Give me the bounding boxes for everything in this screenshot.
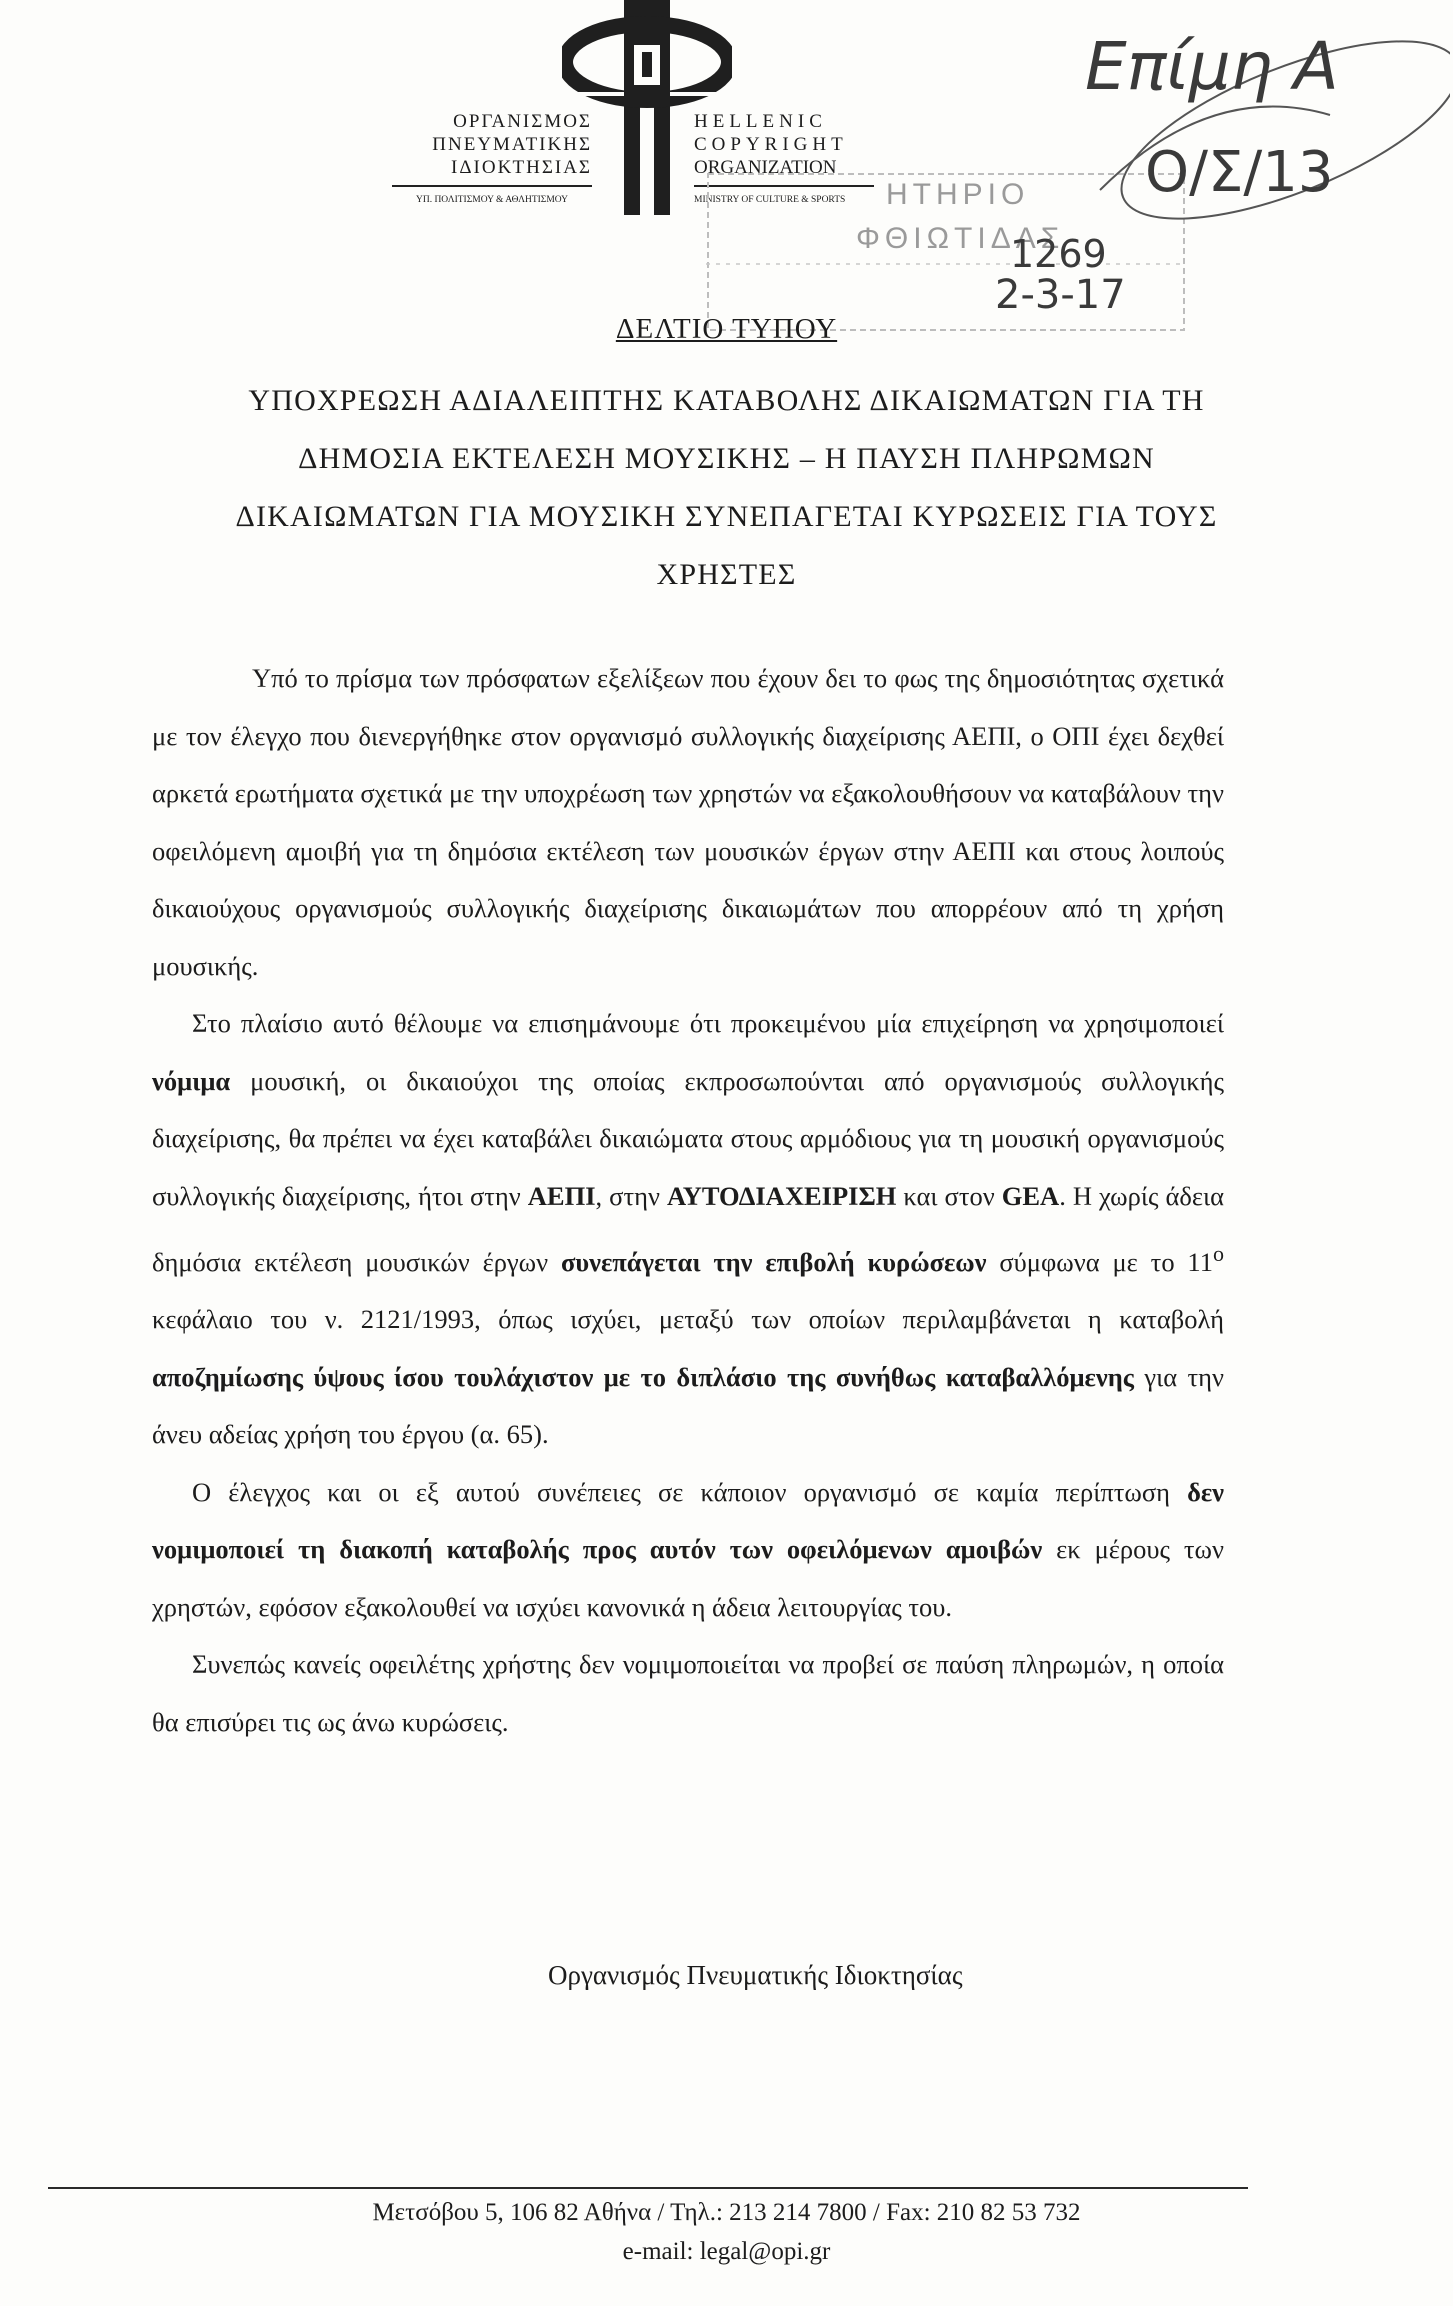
- bold-text: δεν νομιμοποιεί τη διακοπή καταβολής προς αυτόν των οφειλόμενων αμοιβών: [152, 1476, 1224, 1565]
- paragraph-4: [152, 1636, 1224, 1751]
- letterhead-english-line: COPYRIGHT: [694, 134, 848, 155]
- paragraph-text: Συνεπώς κανείς οφειλέτης χρήστης δεν νομιμοποιείται να προβεί σε παύση πληρωμών, η οποία θα επισύρει τις ως άνω κυρώσεις.: [152, 1649, 1224, 1737]
- paragraph-text: για την άνευ αδείας χρήση του έργου (α. 65).: [152, 1361, 1224, 1450]
- letterhead-ministry-english: MINISTRY OF CULTURE & SPORTS: [694, 195, 846, 205]
- document-title: [80, 372, 1373, 604]
- handwritten-code: Ο/Σ/13: [1145, 140, 1334, 205]
- bold-text: νόμιμα: [152, 1065, 231, 1096]
- paragraph-text: κεφάλαιο του ν. 2121/1993, όπως ισχύει, μεταξύ των οποίων περιλαμβάνεται η καταβολή: [152, 1304, 1224, 1335]
- press-release-heading: ΔΕΛΤΙΟ ΤΥΠΟΥ: [615, 313, 838, 345]
- footer-address: Μετσόβου 5, 106 82 Αθήνα / Τηλ.: 213 214 7800 / Fax: 210 82 53 732: [372, 2199, 1081, 2226]
- paragraph-1: [152, 650, 1224, 995]
- title-line: ΔΗΜΟΣΙΑ ΕΚΤΕΛΕΣΗ ΜΟΥΣΙΚΗΣ – Η ΠΑΥΣΗ ΠΛΗΡΩΜΩΝ: [298, 442, 1155, 475]
- handwritten-note: Επίμη Α: [1085, 28, 1339, 105]
- letterhead-greek-line: ΠΝΕΥΜΑΤΙΚΗΣ: [432, 134, 592, 155]
- footer-email: e-mail: legal@opi.gr: [622, 2238, 831, 2265]
- letterhead-greek: [392, 110, 592, 212]
- paragraph-text: εκ μέρους των χρηστών, εφόσον εξακολουθεί να ισχύει κανονικά η άδεια λειτουργίας του.: [152, 1534, 1224, 1622]
- bold-text: συνεπάγεται την επιβολή κυρώσεων: [560, 1246, 987, 1277]
- title-line: ΧΡΗΣΤΕΣ: [656, 558, 797, 591]
- paragraph-text: Στο πλαίσιο αυτό θέλουμε να επισημάνουμε ότι προκειμένου μία επιχείρηση να χρησιμοποιεί: [192, 1008, 1224, 1038]
- bold-text: GEA: [1001, 1180, 1060, 1211]
- paragraph-2: [152, 995, 1224, 1464]
- letterhead-rule: [392, 185, 592, 187]
- bold-text: ΑΥΤΟΔΙΑΧΕΙΡΙΣΗ: [666, 1180, 897, 1211]
- paragraph-text: Ο έλεγχος και οι εξ αυτού συνέπειες σε κάποιον οργανισμό σε καμία περίπτωση: [192, 1476, 1188, 1507]
- stamp-text: ΦΘΙΩΤΙΔΑΣ: [856, 222, 1065, 255]
- paragraph-text: Υπό το πρίσμα των πρόσφατων εξελίξεων που έχουν δει το φως της δημοσιότητας σχετικά με τον έλεγχο που διενεργήθηκε στον οργανισμό συλλογικής διαχείρισης ΑΕΠΙ, ο ΟΠΙ έχει δεχθεί αρκετά ερωτήματα σχετικά με την υποχρέωση των χρηστών να εξακολουθήσουν να καταβάλουν την οφειλόμενη αμοιβή για τη δημόσια εκτέλεση των μουσικών έργων στην ΑΕΠΙ και στους λοιπούς δικαιούχους οργανισμούς συλλογικής διαχείρισης δικαιωμάτων που απορρέουν από τη χρήση μουσικής.: [152, 663, 1224, 981]
- footer-rule: [48, 2187, 1248, 2189]
- letterhead-english-line: HELLENIC: [694, 111, 827, 132]
- handwritten-number: 1269: [1010, 232, 1107, 276]
- bold-text: αποζημίωσης ύψους ίσου τουλάχιστον με το διπλάσιο της συνήθως καταβαλλόμενης: [152, 1361, 1134, 1392]
- letterhead-english-line: ORGANIZATION: [694, 157, 837, 178]
- stamp-text: ΗΤΗΡΙΟ: [886, 178, 1030, 211]
- document-body: [152, 650, 1224, 1751]
- footer: [0, 2193, 1453, 2271]
- paragraph-text: σύμφωνα με το 11: [986, 1246, 1213, 1277]
- signature-organization: Οργανισμός Πνευματικής Ιδιοκτησίας: [548, 1960, 963, 1990]
- paragraph-text: και στον: [896, 1180, 1002, 1211]
- title-line: ΔΙΚΑΙΩΜΑΤΩΝ ΓΙΑ ΜΟΥΣΙΚΗ ΣΥΝΕΠΑΓΕΤΑΙ ΚΥΡΩΣΕΙΣ ΓΙΑ ΤΟΥΣ: [235, 500, 1218, 533]
- title-line: ΥΠΟΧΡΕΩΣΗ ΑΔΙΑΛΕΙΠΤΗΣ ΚΑΤΑΒΟΛΗΣ ΔΙΚΑΙΩΜΑΤΩΝ ΓΙΑ ΤΗ: [248, 384, 1205, 417]
- superscript: ο: [1212, 1241, 1224, 1266]
- paragraph-text: , στην: [595, 1180, 667, 1211]
- letterhead-ministry-greek: ΥΠ. ΠΟΛΙΤΙΣΜΟΥ & ΑΘΛΗΤΙΣΜΟΥ: [415, 195, 569, 205]
- letterhead-greek-line: ΟΡΓΑΝΙΣΜΟΣ: [453, 111, 592, 132]
- paragraph-text: μουσική, οι δικαιούχοι της οποίας εκπροσωπούνται από οργανισμούς συλλογικής διαχείρισης, θα πρέπει να έχει καταβάλει δικαιώματα στους αρμόδιους για τη μουσική οργανισμούς συλλογικής διαχείρισης, ήτοι στην: [152, 1065, 1224, 1211]
- letterhead-greek-line: ΙΔΙΟΚΤΗΣΙΑΣ: [451, 157, 592, 178]
- paragraph-text: . Η χωρίς άδεια δημόσια εκτέλεση μουσικών έργων: [152, 1180, 1224, 1277]
- handwritten-date: 2-3-17: [995, 272, 1126, 318]
- paragraph-3: [152, 1464, 1224, 1637]
- bold-text: ΑΕΠΙ: [527, 1180, 596, 1211]
